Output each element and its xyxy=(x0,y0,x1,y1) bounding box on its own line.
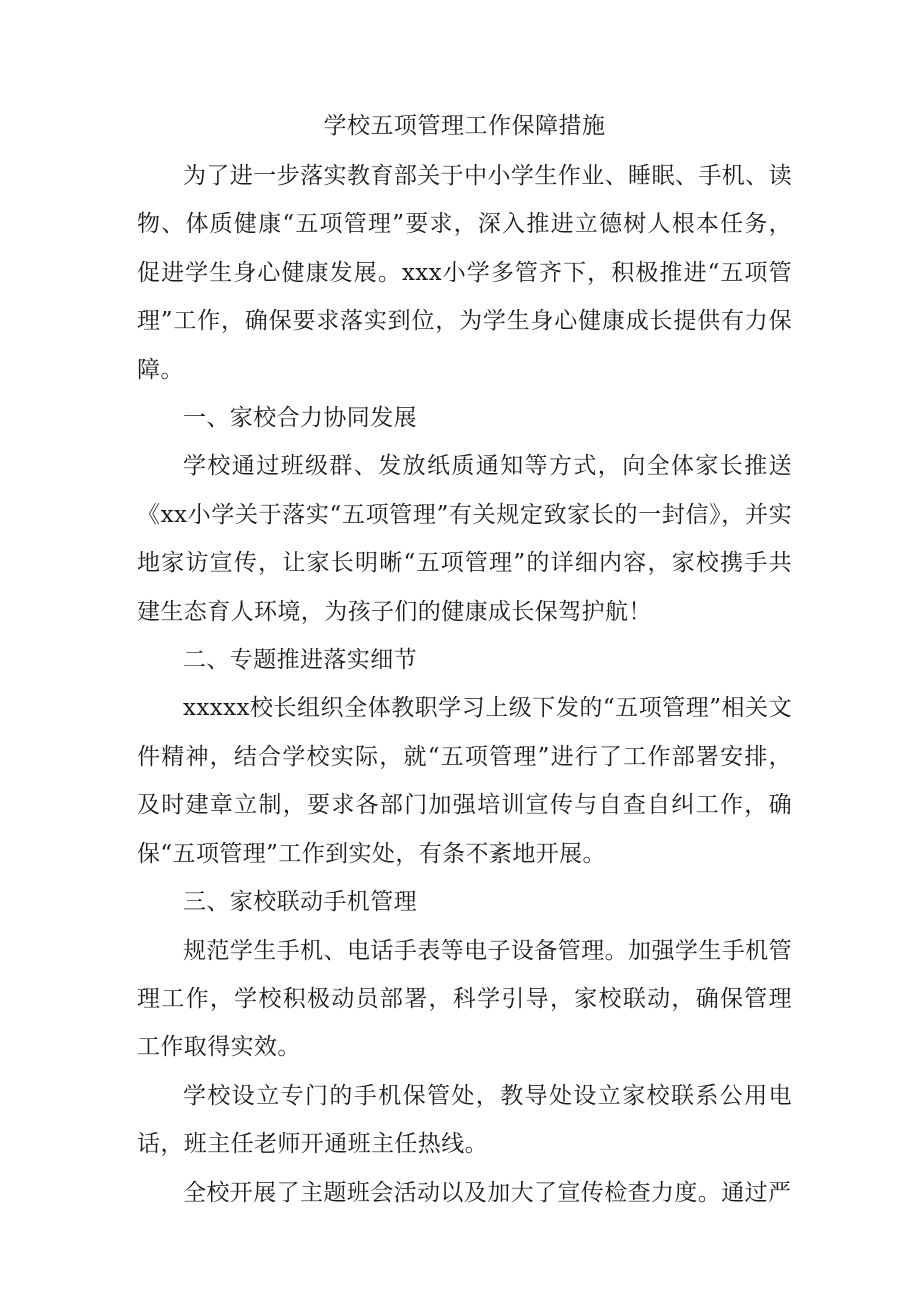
section-1-paragraph: 学校通过班级群、发放纸质通知等方式，向全体家长推送《xx小学关于落实“五项管理”有关规定致家长的一封信》，并实地家访宣传，让家长明晰“五项管理”的详细内容，家校携手共建生态育人环境，为孩子们的健康成长保驾护航！ xyxy=(137,453,792,625)
section-heading-1: 一、家校合力协同发展 xyxy=(183,405,417,432)
section-3-paragraph-2: 学校设立专门的手机保管处，教导处设立家校联系公用电话，班主任老师开通班主任热线。 xyxy=(137,1082,792,1158)
intro-paragraph: 为了进一步落实教育部关于中小学生作业、睡眠、手机、读物、体质健康“五项管理”要求，深入推进立德树人根本任务，促进学生身心健康发展。xxx小学多管齐下，积极推进“五项管理”工作，确保要求落实到位，为学生身心健康成长提供有力保障。 xyxy=(137,163,792,383)
section-3-paragraph-1: 规范学生手机、电话手表等电子设备管理。加强学生手机管理工作，学校积极动员部署，科学引导，家校联动，确保管理工作取得实效。 xyxy=(137,937,792,1061)
section-heading-3: 三、家校联动手机管理 xyxy=(183,889,417,916)
document-title: 学校五项管理工作保障措施 xyxy=(323,113,606,139)
section-3-paragraph-3: 全校开展了主题班会活动以及加大了宣传检查力度。通过严 xyxy=(183,1179,792,1206)
section-heading-2: 二、专题推进落实细节 xyxy=(183,647,417,674)
section-2-paragraph: xxxxx校长组织全体教职学习上级下发的“五项管理”相关文件精神，结合学校实际，就“五项管理”进行了工作部署安排，及时建章立制，要求各部门加强培训宣传与自查自纠工作，确保“五项管理”工作到实处，有条不紊地开展。 xyxy=(137,695,792,867)
